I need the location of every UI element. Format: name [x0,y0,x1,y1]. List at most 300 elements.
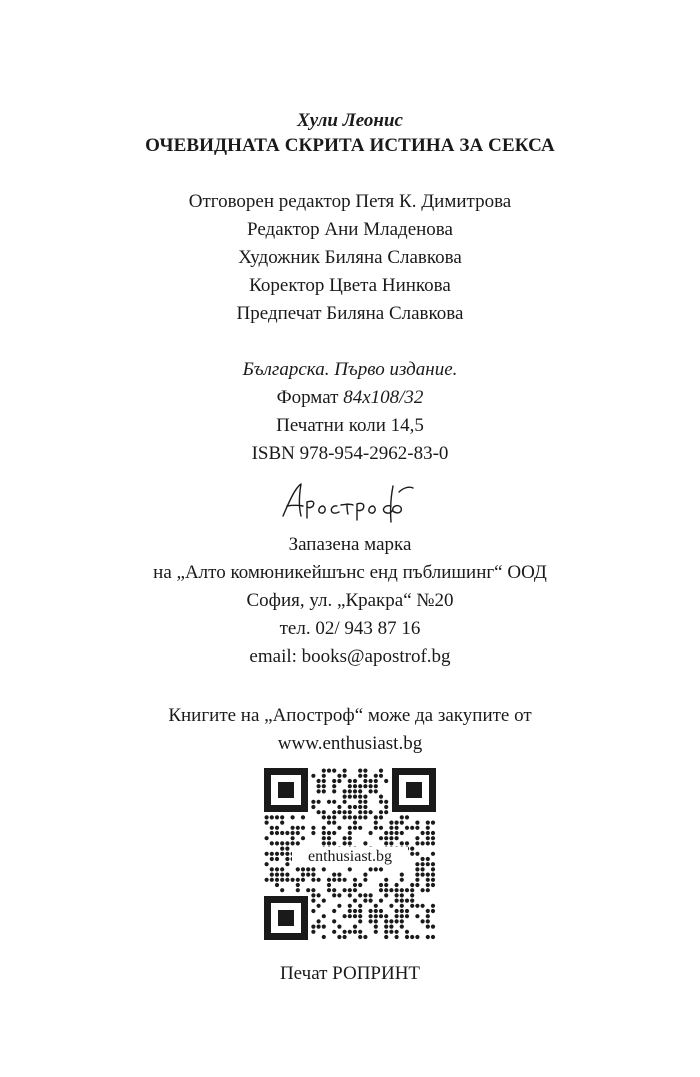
qr-module [415,826,419,830]
qr-module [415,821,419,825]
qr-module [363,841,367,845]
qr-module [384,800,388,804]
qr-module [400,873,404,877]
qr-module [431,841,435,845]
qr-module [410,893,414,897]
qr-module [363,810,367,814]
qr-module [322,769,326,773]
qr-module [296,878,300,882]
qr-module [369,909,373,913]
qr-module [405,909,409,913]
qr-module [291,878,295,882]
qr-module [389,826,393,830]
qr-module [332,815,336,819]
qr-module [348,831,352,835]
qr-module [400,899,404,903]
qr-module [311,800,315,804]
qr-module [379,836,383,840]
qr-module [337,805,341,809]
qr-module [337,826,341,830]
qr-module [369,810,373,814]
qr-module [374,930,378,934]
credit-line: Отговорен редактор Петя К. Димитрова [188,191,512,212]
qr-module [353,883,357,887]
qr-module [379,883,383,887]
qr-module [374,826,378,830]
qr-module [395,826,399,830]
qr-module [353,789,357,793]
qr-module [389,836,393,840]
qr-module [317,779,321,783]
qr-module [395,899,399,903]
qr-module [327,883,331,887]
qr-module [301,878,305,882]
qr-module [343,815,347,819]
qr-module [426,841,430,845]
qr-module [353,909,357,913]
qr-module [374,784,378,788]
qr-module [275,815,279,819]
format-label: Формат [276,387,339,408]
qr-module [301,867,305,871]
qr-module [363,899,367,903]
publisher-email[interactable]: email: books@apostrof.bg [249,646,451,667]
qr-module [348,815,352,819]
qr-module [296,867,300,871]
qr-module [332,810,336,814]
qr-module [311,899,315,903]
qr-module [322,784,326,788]
qr-module [285,841,289,845]
qr-module [348,930,352,934]
qr-module [358,815,362,819]
qr-module [332,821,336,825]
publisher-phone: тел. 02/ 943 87 16 [279,618,421,639]
qr-module [358,826,362,830]
qr-module [395,821,399,825]
qr-module [384,930,388,934]
qr-module [353,930,357,934]
qr-module [374,925,378,929]
purchase-url[interactable]: www.enthusiast.bg [277,733,423,754]
qr-module [332,779,336,783]
qr-module [405,935,409,939]
qr-module [369,784,373,788]
qr-module [400,888,404,892]
qr-module [400,831,404,835]
qr-module [415,867,419,871]
qr-module [426,821,430,825]
qr-module [421,831,425,835]
qr-module [426,914,430,918]
isbn: ISBN 978-954-2962-83-0 [251,443,449,464]
qr-module [337,925,341,929]
qr-module [353,795,357,799]
qr-module [275,841,279,845]
qr-module [415,904,419,908]
qr-module [358,800,362,804]
qr-module [369,899,373,903]
qr-module [426,888,430,892]
qr-module [431,935,435,939]
qr-module [379,909,383,913]
qr-module [327,841,331,845]
qr-module [285,831,289,835]
qr-module [405,930,409,934]
qr-module [343,769,347,773]
qr-module [296,826,300,830]
qr-module [348,810,352,814]
qr-module [343,789,347,793]
qr-module [322,867,326,871]
qr-module [431,873,435,877]
qr-module [270,815,274,819]
qr-module [275,883,279,887]
qr-module [426,909,430,913]
qr-module [285,852,289,856]
publisher-logo [0,478,700,528]
qr-module [400,841,404,845]
qr-module [395,935,399,939]
qr-module [348,779,352,783]
qr-module [363,774,367,778]
qr-module [374,904,378,908]
qr-module [358,883,362,887]
qr-module [384,888,388,892]
qr-module [353,805,357,809]
qr-module [426,883,430,887]
qr-module [405,899,409,903]
qr-module [280,815,284,819]
qr-module [311,878,315,882]
qr-module [405,914,409,918]
credit-line: Предпечат Биляна Славкова [236,303,464,324]
qr-module [395,914,399,918]
qr-module [327,800,331,804]
qr-module [275,878,279,882]
qr-module [265,821,269,825]
qr-module [426,925,430,929]
qr-module [384,805,388,809]
qr-module [332,919,336,923]
qr-module [384,893,388,897]
qr-module [265,815,269,819]
qr-module [384,925,388,929]
qr-module [348,909,352,913]
qr-module [431,836,435,840]
qr-module [306,873,310,877]
qr-module [389,919,393,923]
qr-module [317,878,321,882]
qr-module [343,800,347,804]
publisher-address: София, ул. „Кракра“ №20 [246,590,454,611]
qr-module [317,784,321,788]
qr-module [343,774,347,778]
qr-module [353,914,357,918]
qr-module [332,841,336,845]
qr-module [332,930,336,934]
qr-module [410,904,414,908]
qr-module [384,878,388,882]
qr-module [389,925,393,929]
qr-module [322,789,326,793]
qr-module [400,914,404,918]
qr-module [369,893,373,897]
qr-module [332,873,336,877]
qr-module [322,935,326,939]
qr-module [415,914,419,918]
qr-module [311,893,315,897]
qr-module [389,821,393,825]
qr-module [291,841,295,845]
qr-module [291,815,295,819]
qr-module [395,893,399,897]
qr-module [285,857,289,861]
qr-module [270,878,274,882]
qr-module [265,878,269,882]
qr-module [343,836,347,840]
qr-module [291,826,295,830]
qr-module [280,821,284,825]
qr-module [353,878,357,882]
qr-module [369,914,373,918]
qr-module [431,852,435,856]
qr-module [410,852,414,856]
qr-module [384,810,388,814]
qr-module [332,831,336,835]
qr-module [322,774,326,778]
qr-module [311,909,315,913]
qr-module [317,893,321,897]
qr-module [421,841,425,845]
qr-module [337,779,341,783]
qr-module [415,841,419,845]
qr-module [400,919,404,923]
qr-module [348,836,352,840]
qr-module [363,769,367,773]
qr-module [270,831,274,835]
qr-module [353,826,357,830]
qr-module [291,836,295,840]
qr-module [270,826,274,830]
qr-module [410,899,414,903]
qr-module [415,852,419,856]
qr-module [311,867,315,871]
qr-module [322,914,326,918]
qr-module [374,867,378,871]
qr-module [343,888,347,892]
qr-module [322,841,326,845]
qr-module [395,836,399,840]
qr-module [369,779,373,783]
qr-module [291,831,295,835]
qr-module [389,831,393,835]
qr-module [270,857,274,861]
qr-module [426,826,430,830]
qr-module [322,779,326,783]
qr-module [374,789,378,793]
qr-module [337,878,341,882]
qr-module [332,893,336,897]
qr-module [431,904,435,908]
qr-module [343,841,347,845]
qr-module [265,862,269,866]
qr-module [270,873,274,877]
qr-module [353,779,357,783]
qr-module [301,836,305,840]
qr-module [410,883,414,887]
qr-module [395,919,399,923]
qr-module [369,867,373,871]
qr-module [265,852,269,856]
qr-module [317,925,321,929]
qr-module [348,841,352,845]
qr-module [431,862,435,866]
qr-module [327,769,331,773]
qr-module [348,784,352,788]
qr-module [301,873,305,877]
qr-module [374,919,378,923]
qr-module [358,935,362,939]
qr-module [369,789,373,793]
qr-module [343,930,347,934]
qr-module [379,815,383,819]
qr-module [327,821,331,825]
qr-module [405,815,409,819]
qr-module [421,904,425,908]
qr-module [358,810,362,814]
qr-module [275,867,279,871]
qr-module [426,857,430,861]
qr-module [322,836,326,840]
qr-module [400,893,404,897]
qr-module [389,930,393,934]
qr-module [431,883,435,887]
qr-module [384,883,388,887]
qr-module [311,888,315,892]
qr-module [285,878,289,882]
qr-module [353,888,357,892]
qr-module [327,815,331,819]
qr-module [353,899,357,903]
qr-module [379,826,383,830]
qr-module [311,774,315,778]
qr-module [337,904,341,908]
credit-line: Редактор Ани Младенова [247,219,453,240]
qr-module [358,930,362,934]
qr-module [374,909,378,913]
qr-module [353,815,357,819]
qr-module [374,774,378,778]
qr-module [379,888,383,892]
qr-module [426,935,430,939]
qr-module [275,831,279,835]
qr-module [322,831,326,835]
qr-module [322,925,326,929]
qr-module [395,831,399,835]
qr-module [327,831,331,835]
qr-module [348,789,352,793]
book-author: Хули Леонис [297,110,403,131]
format-value: 84x108/32 [343,387,424,408]
qr-module [343,878,347,882]
qr-module [421,873,425,877]
credit-line: Коректор Цвета Нинкова [249,275,451,296]
qr-module [348,795,352,799]
qr-label: enthusiast.bg [292,847,408,867]
qr-module [311,873,315,877]
qr-module [327,878,331,882]
qr-module [374,815,378,819]
qr-module [415,836,419,840]
qr-module [379,774,383,778]
qr-code[interactable] [264,768,436,940]
qr-module [343,914,347,918]
qr-module [353,925,357,929]
qr-module [415,878,419,882]
qr-module [389,841,393,845]
qr-module [337,893,341,897]
qr-module [410,826,414,830]
qr-module [415,873,419,877]
qr-module [337,810,341,814]
qr-module [363,815,367,819]
qr-module [405,888,409,892]
qr-module [353,784,357,788]
apostrof-logo-icon [277,478,423,526]
qr-module [332,769,336,773]
qr-module [337,935,341,939]
qr-module [280,847,284,851]
qr-module [270,867,274,871]
qr-module [317,919,321,923]
qr-module [363,779,367,783]
qr-module [431,878,435,882]
qr-module [337,873,341,877]
qr-module [400,909,404,913]
qr-module [332,888,336,892]
qr-module [322,826,326,830]
qr-module [285,847,289,851]
qr-module [358,909,362,913]
qr-module [275,852,279,856]
qr-module [384,935,388,939]
qr-module [296,883,300,887]
qr-module [353,821,357,825]
qr-module [363,893,367,897]
qr-module [332,800,336,804]
qr-module [317,904,321,908]
qr-module [311,805,315,809]
qr-module [415,862,419,866]
qr-module [322,815,326,819]
qr-module [374,821,378,825]
qr-module [317,800,321,804]
qr-module [410,888,414,892]
qr-module [301,815,305,819]
qr-module [327,888,331,892]
qr-module [332,789,336,793]
qr-module [421,919,425,923]
qr-module [348,805,352,809]
publisher-company: на „Алто комюникейшънс енд пъблишинг“ ООД [153,562,547,583]
qr-module [395,909,399,913]
qr-module [384,919,388,923]
qr-module [348,914,352,918]
qr-module [296,888,300,892]
qr-module [431,925,435,929]
edition-text: Българска. Първо издание. [242,359,458,380]
